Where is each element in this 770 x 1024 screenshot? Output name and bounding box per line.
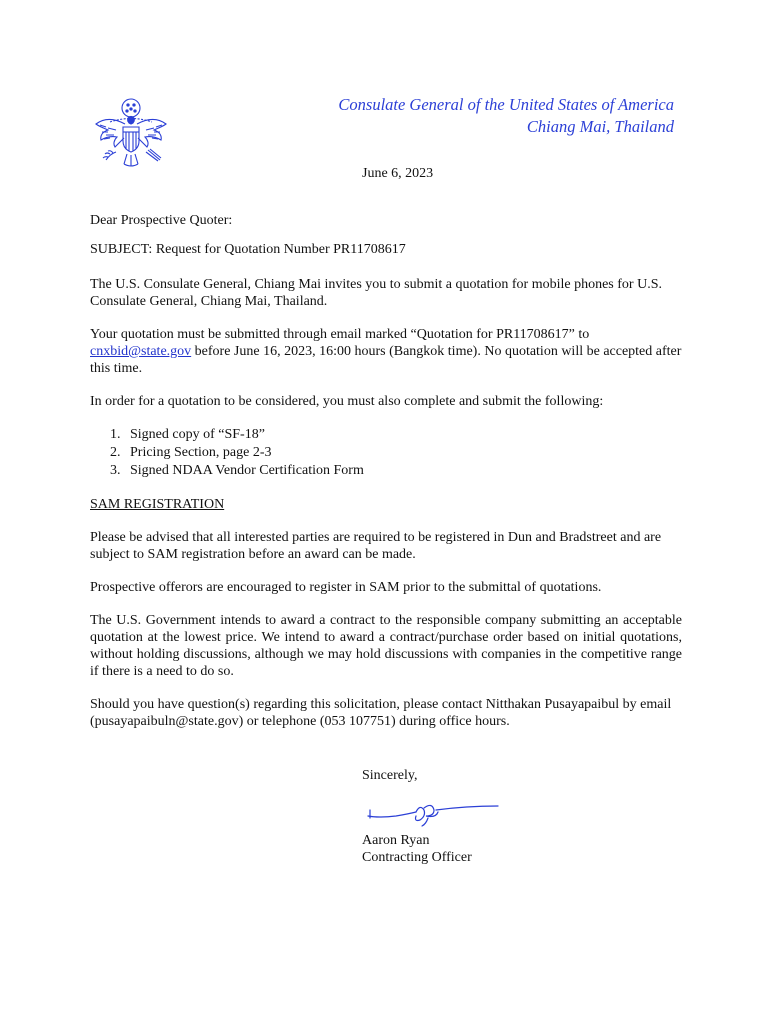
- signer-block: [362, 832, 472, 866]
- sam-heading: SAM REGISTRATION: [90, 497, 225, 512]
- sam-paragraph-1: Please be advised that all interested parties are required to be registered in Dun and Bradstreet and are subject to SAM registration before an award can be made.: [90, 530, 662, 562]
- submission-text-before: Your quotation must be submitted through email marked “Quotation for PR11708617” to: [90, 327, 590, 342]
- list-item: 1. Signed copy of “SF-18”: [124, 426, 682, 444]
- letter-body: [90, 212, 682, 746]
- requirements-list: [90, 426, 682, 480]
- email-link[interactable]: cnxbid@state.gov: [90, 344, 192, 359]
- signer-title: Contracting Officer: [362, 850, 472, 865]
- closing: Sincerely,: [362, 768, 418, 783]
- sam-paragraph-2: Prospective offerors are encouraged to register in SAM prior to the submittal of quotations.: [90, 580, 602, 595]
- letter-date: June 6, 2023: [362, 166, 434, 181]
- great-seal-eagle-icon: [92, 94, 170, 174]
- intro-paragraph: The U.S. Consulate General, Chiang Mai invites you to submit a quotation for mobile phones for U.S. Consulate General, Chiang Mai, Thailand.: [90, 277, 662, 309]
- signer-name: Aaron Ryan: [362, 833, 430, 848]
- letterhead-line-1: Consulate General of the United States of America: [338, 95, 674, 114]
- handwritten-signature: [366, 798, 506, 834]
- award-paragraph: The U.S. Government intends to award a contract to the responsible company submitting an acceptable quotation at the lowest price. We intend to award a contract/purchase order based on initial quotations, without holding discussions, although we may hold discussions with companies in the competitive range if there is a need to do so.: [90, 613, 682, 679]
- letterhead: [254, 94, 674, 138]
- salutation: Dear Prospective Quoter:: [90, 213, 233, 228]
- requirements-intro: In order for a quotation to be considered, you must also complete and submit the following:: [90, 394, 604, 409]
- list-item: 2. Pricing Section, page 2-3: [124, 444, 682, 462]
- submission-paragraph: [90, 326, 682, 377]
- letterhead-line-2: Chiang Mai, Thailand: [526, 117, 674, 136]
- list-item: 3. Signed NDAA Vendor Certification Form: [124, 462, 682, 480]
- subject-line: SUBJECT: Request for Quotation Number PR11708617: [90, 242, 406, 257]
- submission-text-after: before June 16, 2023, 16:00 hours (Bangkok time). No quotation will be accepted after this time.: [90, 344, 682, 376]
- contact-paragraph: Should you have question(s) regarding this solicitation, please contact Nitthakan Pusayapaibul by email (pusayapaibuln@state.gov) or telephone (053 107751) during office hours.: [90, 697, 672, 729]
